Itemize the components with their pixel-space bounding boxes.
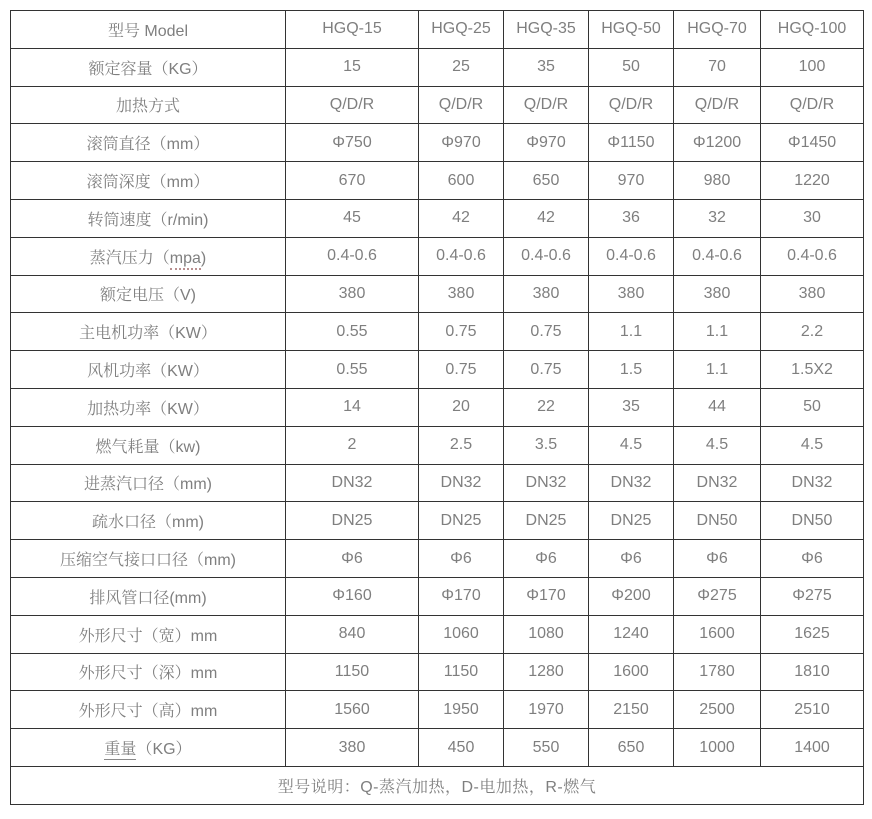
- value-cell: 36: [589, 199, 674, 237]
- value-cell: 50: [589, 48, 674, 86]
- model-legend-cell: 型号说明：Q-蒸汽加热，D-电加热，R-燃气: [11, 766, 864, 804]
- value-cell: 1.1: [589, 313, 674, 351]
- value-cell: Q/D/R: [419, 86, 504, 124]
- value-cell: 650: [504, 162, 589, 200]
- value-cell: 1625: [761, 615, 864, 653]
- value-cell: Φ6: [286, 540, 419, 578]
- row-label-cell: 疏水口径（mm): [11, 502, 286, 540]
- value-cell: Φ6: [504, 540, 589, 578]
- table-row: [11, 48, 864, 86]
- value-cell: 0.75: [504, 313, 589, 351]
- value-cell: DN25: [589, 502, 674, 540]
- value-cell: 50: [761, 388, 864, 426]
- table-row: [11, 691, 864, 729]
- row-label-marked-text: mpa: [170, 250, 201, 270]
- model-header-cell: HGQ-50: [589, 11, 674, 49]
- table-row: [11, 540, 864, 578]
- value-cell: 1280: [504, 653, 589, 691]
- value-cell: DN50: [761, 502, 864, 540]
- value-cell: 15: [286, 48, 419, 86]
- value-cell: Φ6: [419, 540, 504, 578]
- value-cell: 450: [419, 729, 504, 767]
- table-row: [11, 577, 864, 615]
- row-label-cell: 外形尺寸（宽）mm: [11, 615, 286, 653]
- value-cell: 1.1: [674, 351, 761, 389]
- value-cell: 30: [761, 199, 864, 237]
- value-cell: 1000: [674, 729, 761, 767]
- value-cell: 1970: [504, 691, 589, 729]
- row-label-cell: 额定电压（V): [11, 275, 286, 313]
- value-cell: DN50: [674, 502, 761, 540]
- table-row: [11, 426, 864, 464]
- table-row: [11, 729, 864, 767]
- value-cell: 2500: [674, 691, 761, 729]
- row-label-cell: 压缩空气接口口径（mm): [11, 540, 286, 578]
- row-label-text: 蒸汽压力（: [89, 249, 170, 267]
- value-cell: 22: [504, 388, 589, 426]
- value-cell: Q/D/R: [761, 86, 864, 124]
- table-row: [11, 86, 864, 124]
- spec-table-body: [11, 11, 864, 805]
- value-cell: 2: [286, 426, 419, 464]
- value-cell: 1780: [674, 653, 761, 691]
- value-cell: 35: [504, 48, 589, 86]
- value-cell: 3.5: [504, 426, 589, 464]
- value-cell: Q/D/R: [674, 86, 761, 124]
- value-cell: 1060: [419, 615, 504, 653]
- value-cell: DN32: [504, 464, 589, 502]
- row-label-cell: 外形尺寸（高）mm: [11, 691, 286, 729]
- model-header-cell: HGQ-100: [761, 11, 864, 49]
- table-row: [11, 124, 864, 162]
- value-cell: Φ1200: [674, 124, 761, 162]
- value-cell: 550: [504, 729, 589, 767]
- value-cell: 2.2: [761, 313, 864, 351]
- value-cell: 1600: [674, 615, 761, 653]
- value-cell: Φ200: [589, 577, 674, 615]
- model-header-cell: HGQ-35: [504, 11, 589, 49]
- value-cell: 0.4-0.6: [589, 237, 674, 275]
- value-cell: 0.55: [286, 313, 419, 351]
- row-label-cell: 燃气耗量（kw): [11, 426, 286, 464]
- table-row: [11, 199, 864, 237]
- value-cell: Φ170: [419, 577, 504, 615]
- table-row: [11, 351, 864, 389]
- row-label-text: ): [200, 249, 207, 267]
- value-cell: 0.55: [286, 351, 419, 389]
- value-cell: Φ970: [419, 124, 504, 162]
- table-row: [11, 237, 864, 275]
- value-cell: 1.5X2: [761, 351, 864, 389]
- value-cell: DN32: [674, 464, 761, 502]
- value-cell: Φ275: [761, 577, 864, 615]
- value-cell: 1240: [589, 615, 674, 653]
- table-row: [11, 464, 864, 502]
- row-label-cell: 排风管口径(mm): [11, 577, 286, 615]
- row-label-cell: 滚筒直径（mm）: [11, 124, 286, 162]
- value-cell: 380: [286, 275, 419, 313]
- footer-row: [11, 766, 864, 804]
- row-label-cell: 进蒸汽口径（mm): [11, 464, 286, 502]
- value-cell: 670: [286, 162, 419, 200]
- value-cell: 380: [419, 275, 504, 313]
- value-cell: 2.5: [419, 426, 504, 464]
- table-row: [11, 502, 864, 540]
- row-label-cell: 外形尺寸（深）mm: [11, 653, 286, 691]
- value-cell: 1950: [419, 691, 504, 729]
- value-cell: 25: [419, 48, 504, 86]
- value-cell: 0.4-0.6: [674, 237, 761, 275]
- value-cell: DN25: [419, 502, 504, 540]
- model-header-cell: HGQ-25: [419, 11, 504, 49]
- value-cell: Q/D/R: [286, 86, 419, 124]
- value-cell: 0.4-0.6: [504, 237, 589, 275]
- row-label-cell: 额定容量（KG）: [11, 48, 286, 86]
- value-cell: Φ160: [286, 577, 419, 615]
- value-cell: 32: [674, 199, 761, 237]
- row-label-cell: 转筒速度（r/min): [11, 199, 286, 237]
- table-row: [11, 313, 864, 351]
- value-cell: 1080: [504, 615, 589, 653]
- value-cell: 70: [674, 48, 761, 86]
- value-cell: 14: [286, 388, 419, 426]
- table-row: [11, 388, 864, 426]
- value-cell: 380: [589, 275, 674, 313]
- value-cell: 42: [504, 199, 589, 237]
- row-label-cell: [11, 237, 286, 275]
- value-cell: 44: [674, 388, 761, 426]
- value-cell: 1150: [286, 653, 419, 691]
- value-cell: 0.75: [419, 313, 504, 351]
- row-label-cell: 加热方式: [11, 86, 286, 124]
- value-cell: 1150: [419, 653, 504, 691]
- value-cell: 0.75: [419, 351, 504, 389]
- value-cell: Q/D/R: [504, 86, 589, 124]
- row-label-cell: 加热功率（KW）: [11, 388, 286, 426]
- row-label-cell: 滚筒深度（mm）: [11, 162, 286, 200]
- value-cell: Φ6: [589, 540, 674, 578]
- value-cell: 4.5: [674, 426, 761, 464]
- value-cell: Q/D/R: [589, 86, 674, 124]
- value-cell: 840: [286, 615, 419, 653]
- value-cell: 380: [761, 275, 864, 313]
- row-label-cell: 主电机功率（KW）: [11, 313, 286, 351]
- value-cell: Φ970: [504, 124, 589, 162]
- value-cell: 1.5: [589, 351, 674, 389]
- value-cell: DN25: [504, 502, 589, 540]
- value-cell: 380: [286, 729, 419, 767]
- value-cell: 650: [589, 729, 674, 767]
- value-cell: Φ275: [674, 577, 761, 615]
- row-label-text: （KG）: [136, 741, 192, 759]
- value-cell: Φ6: [674, 540, 761, 578]
- value-cell: 380: [504, 275, 589, 313]
- value-cell: 100: [761, 48, 864, 86]
- model-header-cell: HGQ-70: [674, 11, 761, 49]
- value-cell: Φ1450: [761, 124, 864, 162]
- value-cell: 4.5: [589, 426, 674, 464]
- value-cell: 42: [419, 199, 504, 237]
- value-cell: 380: [674, 275, 761, 313]
- value-cell: 1.1: [674, 313, 761, 351]
- value-cell: 35: [589, 388, 674, 426]
- value-cell: 1810: [761, 653, 864, 691]
- value-cell: 600: [419, 162, 504, 200]
- value-cell: 1560: [286, 691, 419, 729]
- header-label-cell: 型号 Model: [11, 11, 286, 49]
- value-cell: 0.4-0.6: [419, 237, 504, 275]
- value-cell: 1400: [761, 729, 864, 767]
- value-cell: 20: [419, 388, 504, 426]
- value-cell: DN32: [286, 464, 419, 502]
- value-cell: DN32: [589, 464, 674, 502]
- value-cell: DN25: [286, 502, 419, 540]
- table-row: [11, 162, 864, 200]
- value-cell: Φ170: [504, 577, 589, 615]
- row-label-cell: [11, 729, 286, 767]
- value-cell: 1600: [589, 653, 674, 691]
- model-spec-table: [10, 10, 864, 805]
- table-row: [11, 615, 864, 653]
- value-cell: 0.4-0.6: [761, 237, 864, 275]
- value-cell: Φ6: [761, 540, 864, 578]
- row-label-marked-text: 重量: [104, 741, 137, 759]
- value-cell: 2510: [761, 691, 864, 729]
- value-cell: Φ1150: [589, 124, 674, 162]
- table-row: [11, 275, 864, 313]
- model-header-cell: HGQ-15: [286, 11, 419, 49]
- header-row: [11, 11, 864, 49]
- value-cell: Φ750: [286, 124, 419, 162]
- value-cell: 1220: [761, 162, 864, 200]
- value-cell: 980: [674, 162, 761, 200]
- row-label-cell: 风机功率（KW）: [11, 351, 286, 389]
- value-cell: 2150: [589, 691, 674, 729]
- value-cell: 0.75: [504, 351, 589, 389]
- value-cell: 45: [286, 199, 419, 237]
- value-cell: 4.5: [761, 426, 864, 464]
- table-row: [11, 653, 864, 691]
- value-cell: 970: [589, 162, 674, 200]
- value-cell: DN32: [761, 464, 864, 502]
- value-cell: 0.4-0.6: [286, 237, 419, 275]
- value-cell: DN32: [419, 464, 504, 502]
